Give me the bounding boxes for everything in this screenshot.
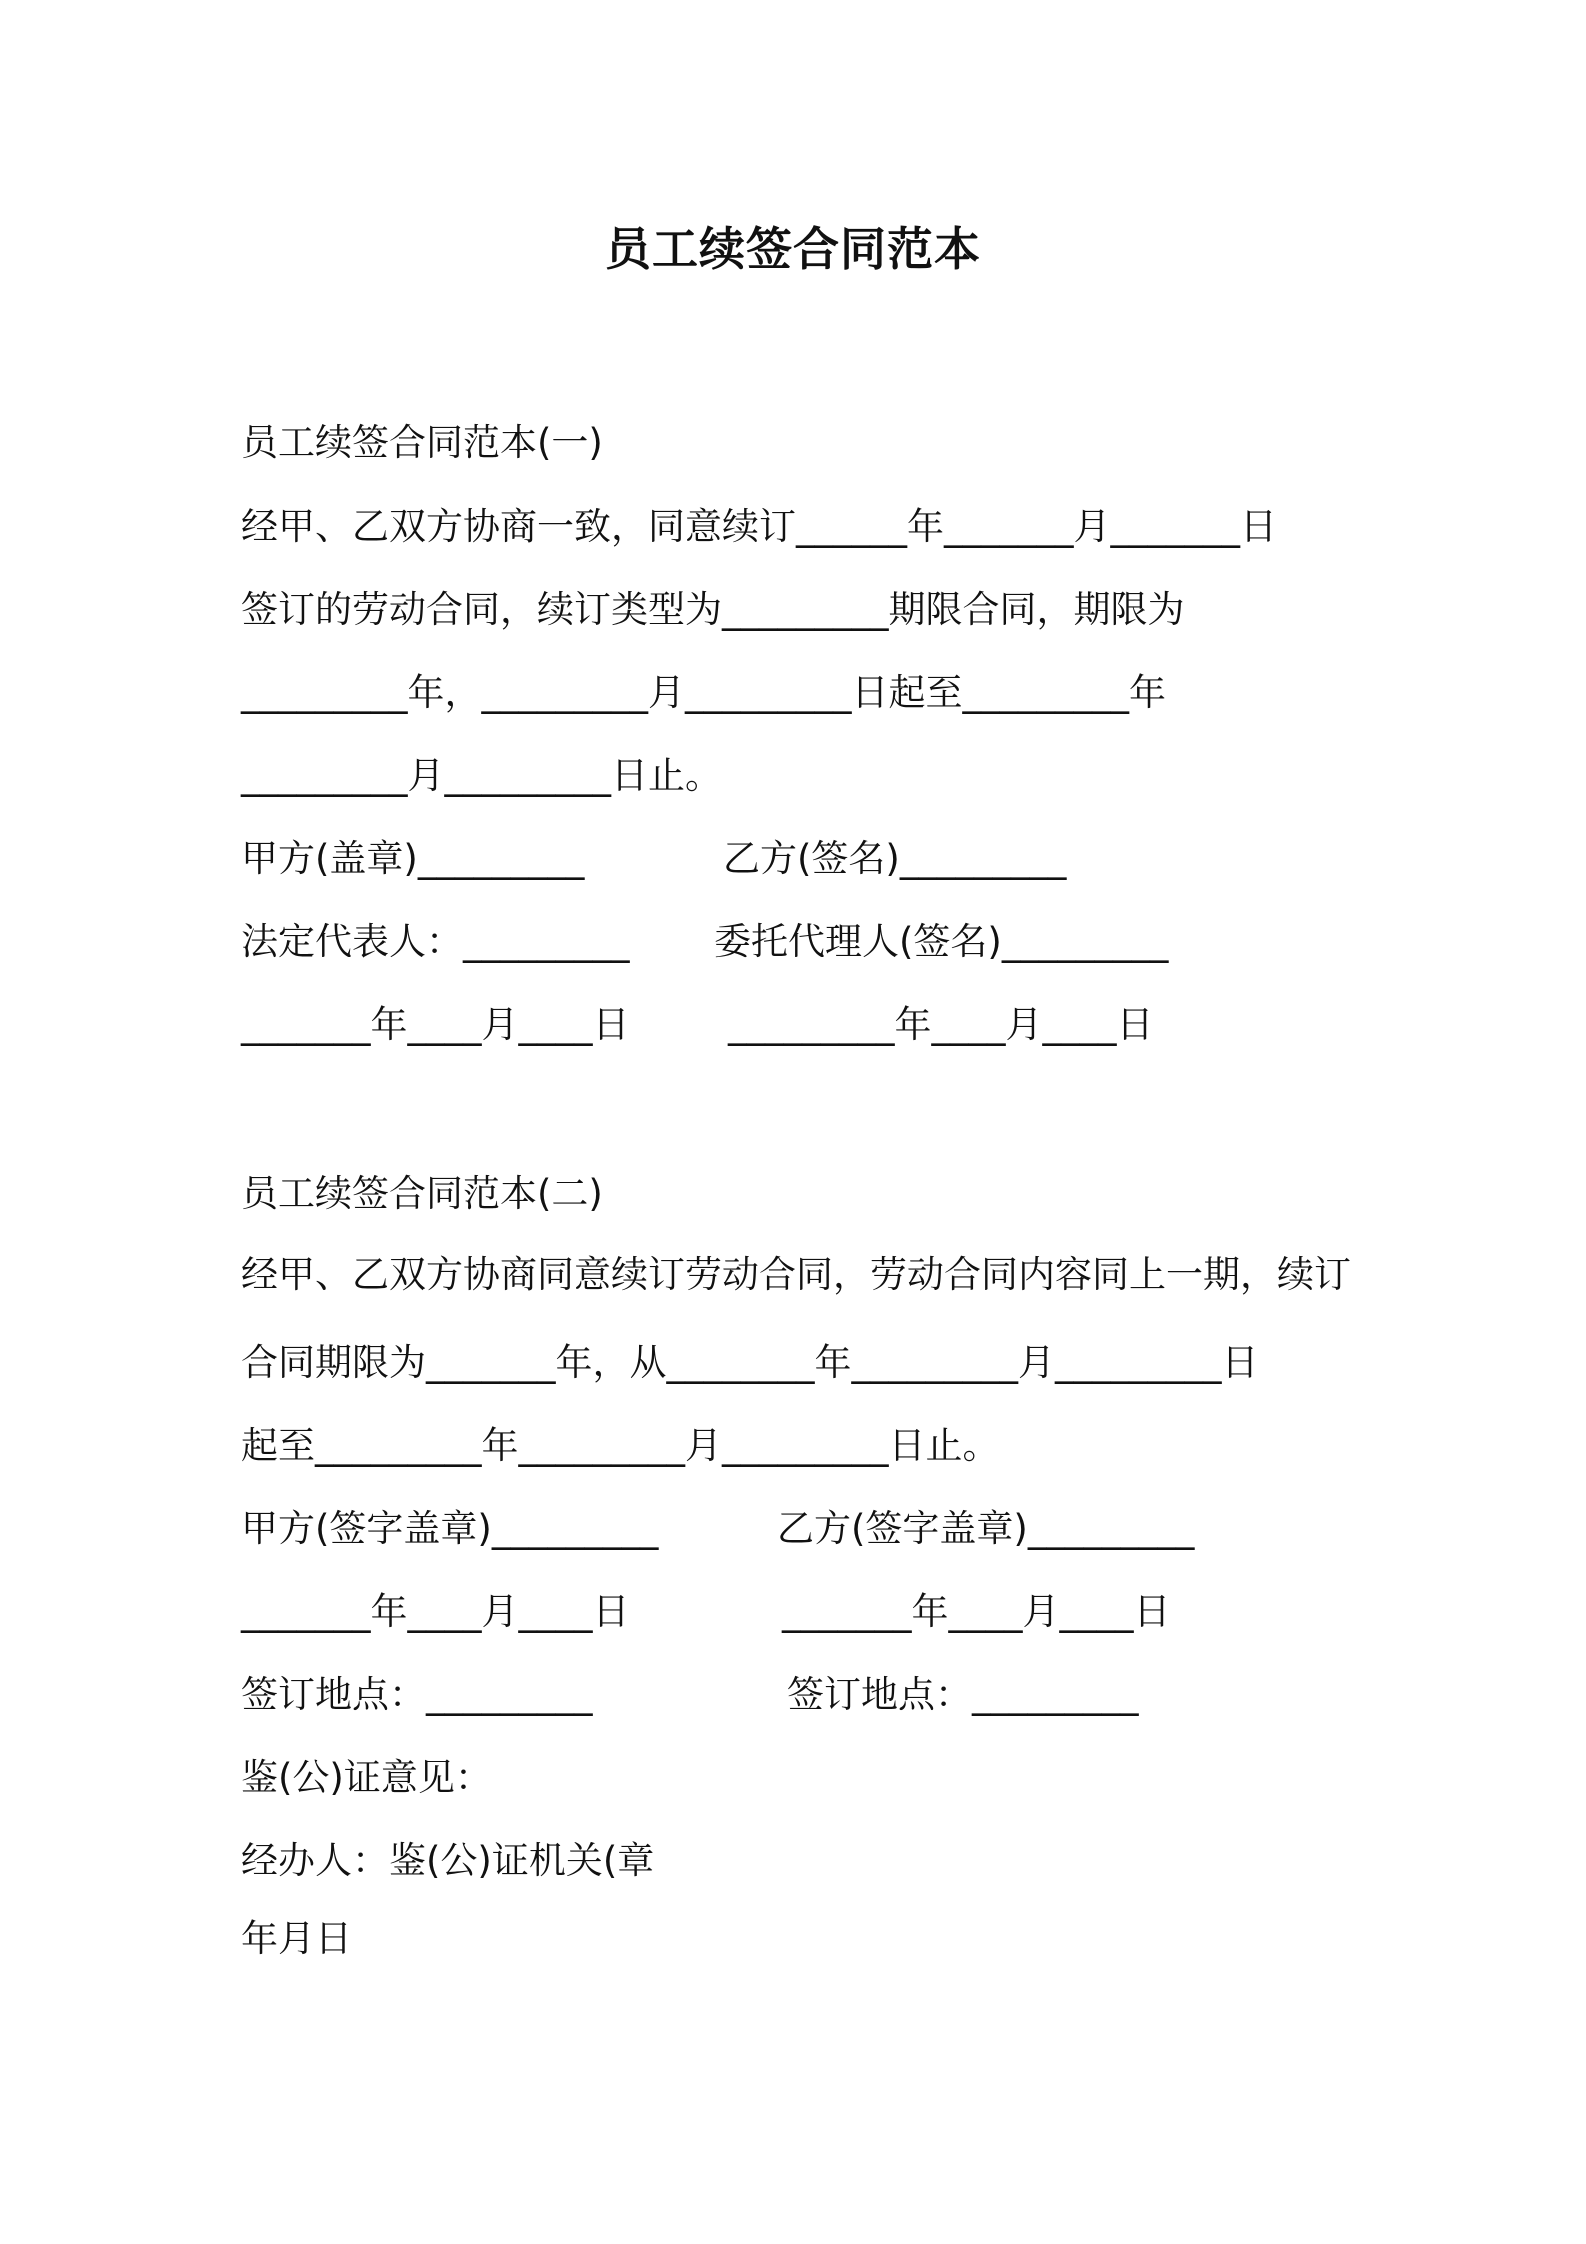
- party-a-date-field: _______年____月____日: [241, 1003, 630, 1046]
- final-date-line: 年月日: [241, 1917, 352, 1960]
- notary-opinion: 鉴(公)证意见：: [241, 1756, 492, 1799]
- section1-line-3: _________年，_________月_________日起至_________年: [241, 671, 1166, 714]
- section1-line-4: _________月_________日止。: [241, 754, 722, 797]
- party-a-date-field-2: _______年____月____日: [241, 1590, 630, 1633]
- authorized-agent-field: 委托代理人(签名)_________: [714, 920, 1169, 963]
- handler-notary-office: 经办人：鉴(公)证机关(章: [241, 1839, 655, 1882]
- party-b-sign-seal-field: 乙方(签字盖章)_________: [777, 1507, 1195, 1550]
- party-b-sign-field: 乙方(签名)_________: [723, 837, 1067, 880]
- section2-heading: 员工续签合同范本(二): [241, 1172, 603, 1215]
- section2-line-1: 经甲、乙双方协商同意续订劳动合同，劳动合同内容同上一期，续订: [241, 1253, 1351, 1296]
- party-a-sign-seal-field: 甲方(签字盖章)_________: [241, 1507, 659, 1550]
- legal-representative-field: 法定代表人：_________: [241, 920, 630, 963]
- section2-line-3: 起至_________年_________月_________日止。: [241, 1424, 1000, 1467]
- party-b-signing-place: 签订地点：_________: [787, 1673, 1139, 1716]
- section1-line-2: 签订的劳动合同，续订类型为_________期限合同，期限为: [241, 588, 1185, 631]
- section1-line-1: 经甲、乙双方协商一致，同意续订______年_______月_______日: [241, 505, 1277, 548]
- party-a-signing-place: 签订地点：_________: [241, 1673, 593, 1716]
- party-b-date-field: _________年____月____日: [728, 1003, 1154, 1046]
- section1-heading: 员工续签合同范本(一): [241, 421, 603, 464]
- document-title: 员工续签合同范本: [605, 222, 981, 276]
- party-b-date-field-2: _______年____月____日: [782, 1590, 1171, 1633]
- section2-line-2: 合同期限为_______年，从________年_________月_________日: [241, 1341, 1259, 1384]
- party-a-seal-field: 甲方(盖章)_________: [241, 837, 585, 880]
